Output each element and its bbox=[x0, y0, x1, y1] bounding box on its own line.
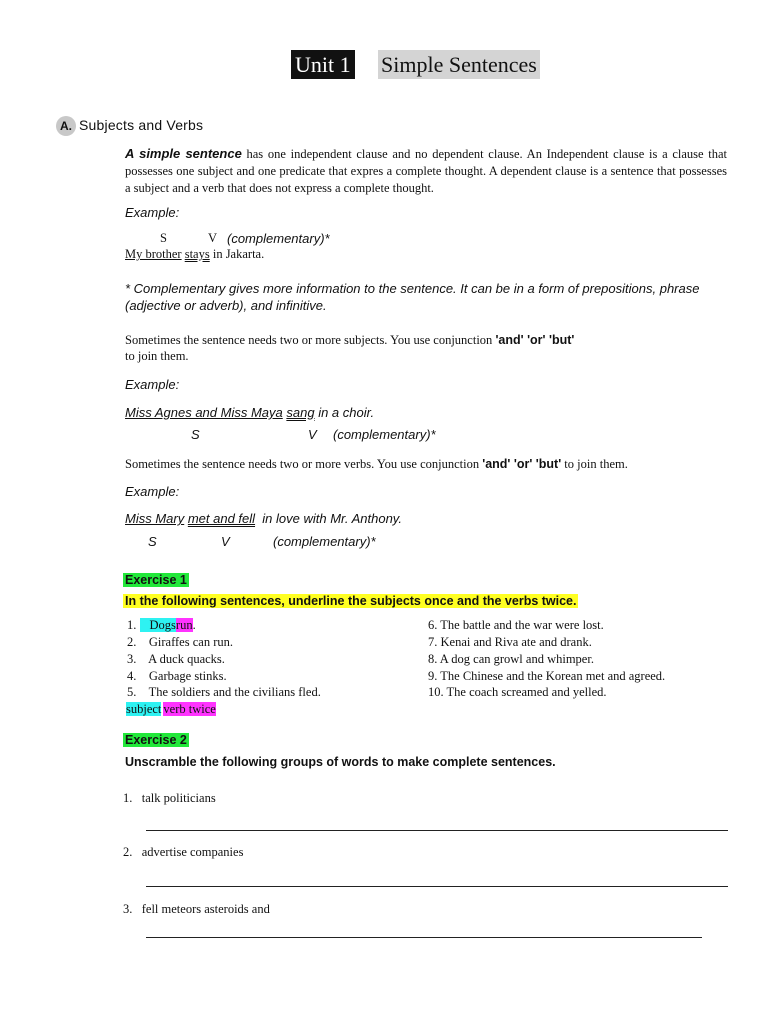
example-rest: in love with Mr. Anthony. bbox=[255, 511, 402, 526]
list-item: 8. A dog can growl and whimper. bbox=[428, 652, 594, 666]
list-item: 10. The coach screamed and yelled. bbox=[428, 685, 607, 699]
definition-text: has one independent clause and no dependent clause. An Independent clause is a clause that possesses one subject and one predicate that expres a complete thought. A dependent clause is a sentence that possesses a subject and a verb that does not express a complete thought. bbox=[125, 147, 727, 195]
example-label: Example: bbox=[125, 377, 180, 392]
exercise-1-label: Exercise 1 bbox=[125, 573, 187, 587]
legend-subject: subject bbox=[126, 702, 162, 716]
complementary-marker: (complementary)* bbox=[273, 534, 376, 549]
verbs-paragraph bbox=[125, 457, 628, 472]
item-end: . bbox=[192, 618, 196, 632]
complementary-marker: (complementary)* bbox=[333, 427, 436, 442]
list-item: 3. fell meteors asteroids and bbox=[123, 902, 270, 916]
exercise-2-instruction: Unscramble the following groups of words to make complete sentences. bbox=[125, 755, 556, 769]
list-item: 5. The soldiers and the civilians fled. bbox=[127, 685, 321, 699]
example-sentence bbox=[125, 247, 264, 262]
example-verb: met and fell bbox=[187, 511, 256, 526]
example-sentence bbox=[125, 511, 402, 526]
example-label: Example: bbox=[125, 484, 180, 499]
example-subject: Miss Agnes and Miss Maya bbox=[125, 405, 283, 420]
s-marker: S bbox=[160, 231, 167, 245]
item-subject: Dogs bbox=[140, 618, 176, 632]
v-marker: V bbox=[221, 534, 230, 549]
highlight-legend bbox=[126, 701, 216, 717]
list-item: 2. Giraffes can run. bbox=[127, 635, 233, 649]
list-item: 1. talk politicians bbox=[123, 791, 216, 805]
list-item: 2. advertise companies bbox=[123, 845, 244, 859]
subjects-after: to join them. bbox=[125, 349, 189, 363]
example-rest: in Jakarta. bbox=[209, 247, 265, 261]
example-rest: in a choir. bbox=[314, 405, 375, 420]
list-item: 3. A duck quacks. bbox=[127, 652, 225, 666]
list-item: 7. Kenai and Riva ate and drank. bbox=[428, 635, 592, 649]
answer-line[interactable] bbox=[146, 885, 728, 887]
example-subject: Miss Mary bbox=[125, 511, 185, 526]
example-verb: sang bbox=[286, 405, 315, 420]
example-subject: My brother bbox=[125, 247, 182, 261]
example-verb: stays bbox=[184, 247, 210, 261]
answer-line[interactable] bbox=[146, 936, 702, 938]
section-heading: Subjects and Verbs bbox=[79, 117, 204, 133]
answer-line[interactable] bbox=[146, 829, 728, 831]
list-item: 4. Garbage stinks. bbox=[127, 669, 227, 683]
verbs-after: to join them. bbox=[561, 457, 628, 471]
exercise-2-label: Exercise 2 bbox=[125, 733, 187, 747]
definition-term: A simple sentence bbox=[125, 146, 242, 161]
complementary-note: * Complementary gives more information to the sentence. It can be in a form of prepositions, phrase (adjective or adverb), and infinitive. bbox=[125, 281, 700, 313]
legend-verb: verb twice bbox=[163, 702, 216, 716]
example-sentence bbox=[125, 405, 374, 420]
s-marker: S bbox=[191, 427, 200, 442]
verbs-conjunctions: 'and' 'or' 'but' bbox=[482, 457, 562, 471]
definition-paragraph bbox=[125, 145, 727, 197]
subjects-text: Sometimes the sentence needs two or more subjects. You use conjunction bbox=[125, 333, 496, 347]
v-marker: V bbox=[208, 231, 218, 245]
s-marker: S bbox=[148, 534, 157, 549]
verbs-text: Sometimes the sentence needs two or more verbs. You use conjunction bbox=[125, 457, 483, 471]
list-item bbox=[127, 617, 196, 633]
list-item: 6. The battle and the war were lost. bbox=[428, 618, 604, 632]
exercise-1-instruction: In the following sentences, underline the subjects once and the verbs twice. bbox=[125, 594, 577, 608]
unit-label: Unit 1 bbox=[291, 50, 355, 79]
complementary-marker: (complementary)* bbox=[227, 231, 330, 246]
example-label: Example: bbox=[125, 205, 180, 220]
item-verb: run bbox=[175, 618, 193, 632]
subjects-paragraph bbox=[125, 332, 735, 364]
page-title: Simple Sentences bbox=[378, 50, 540, 79]
list-item: 9. The Chinese and the Korean met and agreed. bbox=[428, 669, 666, 683]
section-badge: A. bbox=[56, 116, 76, 136]
v-marker: V bbox=[308, 427, 317, 442]
item-number: 1. bbox=[127, 618, 137, 632]
subjects-conjunctions: 'and' 'or' 'but' bbox=[495, 333, 575, 347]
